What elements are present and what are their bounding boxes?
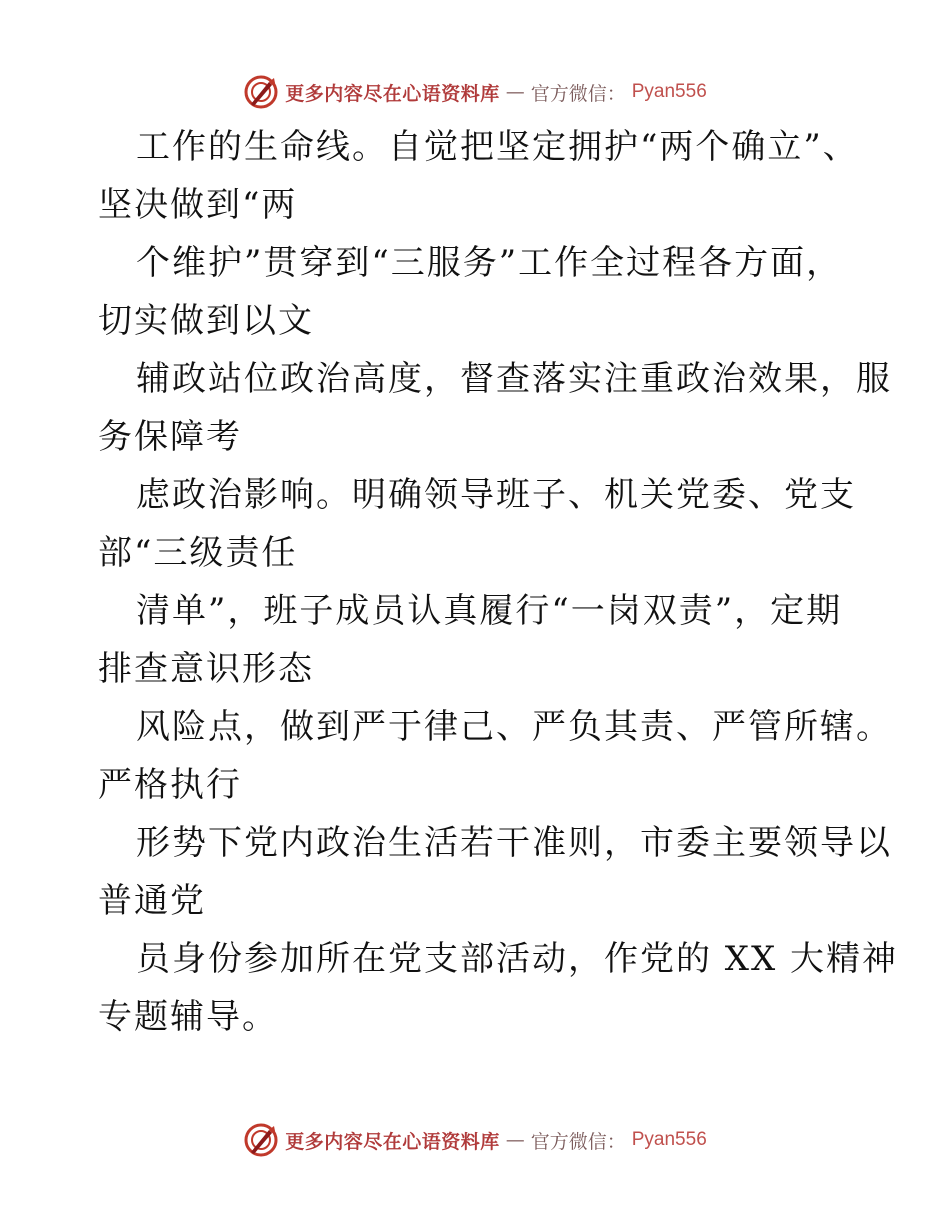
header-site-text: 更多内容尽在心语资料库: [285, 82, 500, 105]
header-official-label: 官方微信：: [530, 82, 626, 105]
header-dash: —: [505, 81, 525, 103]
header-wechat-handle: Pyan556: [631, 81, 707, 102]
body-line: 形势下党内政治生活若干准则，市委主要领导以: [136, 823, 892, 863]
footer-official-label: 官方微信：: [530, 1130, 626, 1153]
footer-wechat-handle: Pyan556: [631, 1129, 707, 1150]
body-line: 切实做到以文: [98, 301, 314, 341]
body-line: 清单”，班子成员认真履行“一岗双责”，定期: [136, 591, 843, 631]
body-line: 务保障考: [98, 417, 242, 457]
quill-logo-icon: [243, 74, 279, 110]
body-line: 专题辅导。: [98, 997, 278, 1037]
body-line: 排查意识形态: [98, 649, 314, 689]
body-line: 个维护”贯穿到“三服务”工作全过程各方面，: [136, 243, 843, 283]
footer-site-text: 更多内容尽在心语资料库: [285, 1130, 500, 1153]
header-banner: [0, 70, 950, 114]
quill-logo-icon: [243, 1122, 279, 1158]
body-line: 风险点，做到严于律己、严负其责、严管所辖。: [136, 707, 892, 747]
body-line: 工作的生命线。自觉把坚定拥护“两个确立”、: [136, 127, 859, 167]
footer-banner: [0, 1118, 950, 1162]
footer-dash: —: [505, 1129, 525, 1151]
body-line: 严格执行: [98, 765, 242, 805]
body-line: 员身份参加所在党支部活动，作党的 XX 大精神: [136, 939, 899, 979]
body-line: 普通党: [98, 881, 206, 921]
body-line: 虑政治影响。明确领导班子、机关党委、党支: [136, 475, 856, 515]
document-body: [98, 118, 899, 1046]
body-line: 坚决做到“两: [98, 185, 298, 225]
body-line: 部“三级责任: [98, 533, 298, 573]
body-line: 辅政站位政治高度，督查落实注重政治效果，服: [136, 359, 892, 399]
